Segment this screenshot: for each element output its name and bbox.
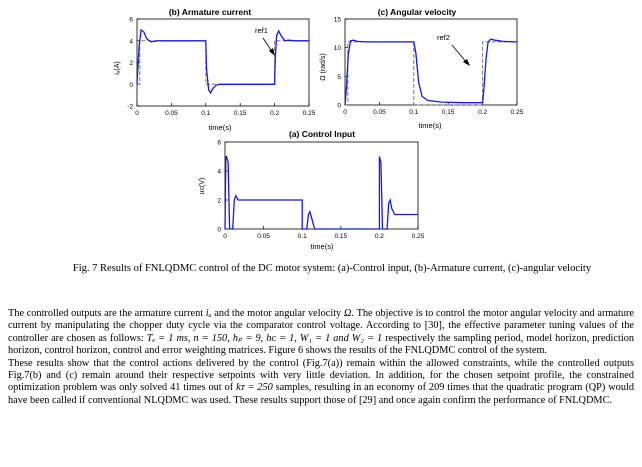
chart-title: (c) Angular velocity [377, 7, 457, 17]
y-tick-label: 2 [217, 197, 221, 205]
math-parameters: Tₑ = 1 ms, n = 150, hₚ = 9, hᴄ = 1, W₁ = 1 and W₂ = 1 [146, 332, 383, 344]
ref-arrow-shaft [452, 45, 467, 63]
x-tick-label: 0.05 [373, 109, 386, 116]
x-tick-label: 0.15 [334, 233, 348, 240]
y-tick-label: 10 [333, 45, 341, 53]
reference-series-line [345, 42, 517, 105]
text-run: The controlled outputs are the armature current [8, 308, 206, 319]
response-series-line [345, 39, 517, 105]
x-tick-label: 0 [223, 233, 227, 240]
x-tick-label: 0.1 [409, 109, 419, 116]
article-body [8, 308, 634, 407]
plot-frame [225, 142, 418, 229]
x-axis-label: time(s) [208, 123, 232, 132]
x-tick-label: 0 [135, 110, 139, 117]
x-tick-label: 0.25 [510, 109, 524, 116]
x-tick-label: 0 [343, 109, 347, 116]
y-tick-label: 2 [129, 60, 133, 67]
x-tick-label: 0.1 [201, 110, 211, 117]
text-run: . The objective is to control the motor angular velocity and armature current by manipulating the chopper duty cycle via the comparator control voltage. According to [30], the effective parameter tuning values of the controller are chosen as follows: [8, 308, 634, 344]
x-tick-label: 0.2 [374, 233, 384, 240]
y-tick-label: -2 [127, 103, 133, 111]
plot-frame [137, 19, 309, 106]
plot-frame [345, 19, 517, 105]
y-axis-label: uᴄ(V) [199, 177, 206, 195]
x-tick-label: 0.25 [411, 233, 425, 240]
y-axis-label: Ω (rad/s) [320, 53, 327, 81]
x-axis-label: time(s) [310, 242, 334, 251]
x-axis-label: time(s) [418, 121, 442, 130]
text-run: samples, resulting in an economy of 209 times that the quadratic program (QP) would have been called if conventional NLQDMC was used. These results support those of [29] and once again confirm the performance of FNLQDMC. [8, 382, 634, 406]
paragraph-2 [8, 358, 634, 408]
x-tick-label: 0.2 [270, 110, 280, 117]
math-omega: Ω [343, 308, 352, 319]
response-series-line [137, 30, 309, 93]
x-tick-label: 0.05 [165, 110, 178, 117]
angular-velocity-chart [320, 7, 524, 130]
chart-title: (a) Control Input [288, 129, 356, 139]
reference-series-line [137, 41, 309, 85]
math-ia: iₐ [205, 308, 212, 319]
x-tick-label: 0.25 [302, 110, 316, 117]
y-tick-label: 0 [217, 226, 221, 234]
x-tick-label: 0.15 [441, 109, 455, 116]
math-kt: kᴛ = 250 [236, 382, 273, 394]
y-tick-label: 6 [217, 139, 221, 147]
paragraph-1 [8, 308, 634, 358]
armature-current-chart [114, 7, 316, 132]
ref-label: ref2 [437, 33, 450, 42]
figure-caption: Fig. 7 Results of FNLQDMC control of the DC motor system: (a)-Control input, (b)-Armature current, (c)-angular velocity [72, 263, 592, 274]
y-tick-label: 15 [333, 16, 341, 24]
x-tick-label: 0.2 [478, 109, 488, 116]
y-tick-label: 5 [337, 73, 341, 81]
x-tick-label: 0.05 [257, 233, 270, 240]
ref-label: ref1 [255, 26, 268, 35]
response-series-line [225, 157, 418, 230]
text-run: respectively the sampling period, model horizon, prediction horizon, control horizon, control and error weighting matrices. Figure 6 shows the results of the FNLQDMC control of the system. [8, 332, 634, 357]
text-run: These results show that the control actions delivered by the control (Fig.7(a)) remain within the allowed constraints, while the controlled outputs Fig.7(b) and (c) remain around their respective setpoints with very little deviation. In addition, for the chosen setpoint profile, the constrained optimization problem was only solved 41 times out of [8, 357, 634, 394]
y-tick-label: 4 [129, 38, 133, 46]
y-tick-label: 4 [217, 168, 221, 176]
text-run: and the motor angular velocity [211, 308, 344, 319]
y-tick-label: 0 [337, 102, 341, 110]
y-tick-label: 6 [129, 16, 133, 24]
x-tick-label: 0.1 [297, 233, 307, 240]
y-tick-label: 0 [129, 81, 133, 89]
y-axis-label: iₐ(A) [114, 61, 121, 75]
x-tick-label: 0.15 [233, 110, 247, 117]
control-input-chart [199, 129, 425, 251]
chart-title: (b) Armature current [168, 7, 252, 17]
